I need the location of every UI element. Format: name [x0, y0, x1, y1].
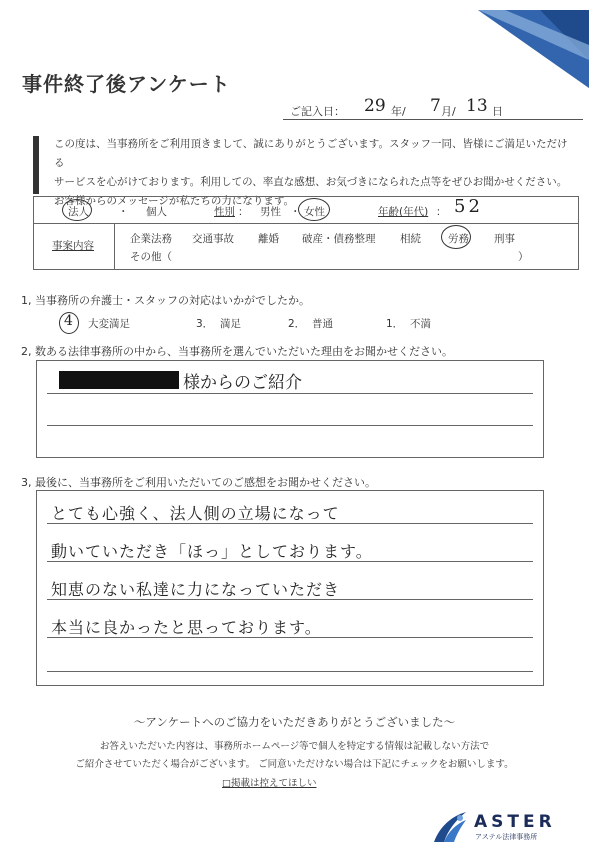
q1-option-3-num: 3．	[196, 318, 214, 330]
logo-name: ASTER	[474, 812, 556, 832]
question-3-answer-line: とても心強く、法人側の立場になって	[51, 504, 340, 523]
date-year: 29	[364, 96, 386, 116]
publication-note: お答えいただいた内容は、事務所ホームページ等で個人を特定する情報は記載しない方法で	[99, 741, 490, 752]
q1-option-4-label: 大変満足	[88, 318, 130, 330]
case-label: 事案内容	[52, 240, 94, 252]
date-month: 7	[430, 96, 441, 116]
female-prefix: ・	[290, 206, 301, 218]
date-day-unit: 日	[492, 105, 503, 118]
intro-line: サービスを心がけております。利用しての、率直な感想、お気づきになられた点等をぜひお聞かせください。	[54, 176, 568, 188]
male-option: 男性	[260, 206, 281, 218]
q1-option-2-num: 2．	[288, 318, 306, 330]
intro-accent-bar	[33, 136, 39, 194]
question-2-answer: 様からのご紹介	[183, 373, 302, 393]
case-type-labor: 労務	[448, 233, 469, 245]
redaction-block	[59, 371, 179, 389]
case-type-other-close: ）	[518, 251, 529, 263]
age-label: 年齢(年代)	[378, 206, 429, 218]
answer-line	[47, 393, 533, 394]
q1-option-3-label: 満足	[220, 318, 241, 330]
labor-circle-mark	[441, 225, 471, 249]
case-type-divorce: 離婚	[258, 233, 279, 245]
age-colon: ：	[436, 206, 447, 218]
question-2-answer-box	[36, 360, 544, 458]
date-year-unit: 年/	[391, 105, 406, 118]
case-type-bankruptcy: 破産・債務整理	[302, 233, 376, 245]
logo-subtitle: アステル法律事務所	[475, 833, 538, 841]
info-row-basic	[34, 197, 578, 224]
date-day: 13	[466, 96, 488, 116]
question-3-answer-line: 知恵のない私達に力になっていただき	[51, 580, 341, 599]
answer-line	[47, 671, 533, 672]
opt-out-checkbox[interactable]: □掲載は控えてほしい	[222, 778, 317, 789]
q1-option-4-num: 4	[64, 313, 73, 329]
publication-note: ご紹介させていただく場合がございます。 ご同意いただけない場合は下記にチェックをお願いします。	[75, 759, 514, 770]
question-2: 2, 数ある法律事務所の中から、当事務所を選んでいただいた理由をお聞かせください。	[21, 345, 453, 358]
date-month-unit: 月/	[441, 105, 456, 118]
female-circle-mark	[298, 198, 330, 221]
age-value: 52	[454, 196, 483, 217]
date-label: ご記入日：	[290, 105, 345, 118]
date-underline	[283, 119, 583, 120]
aster-logo-icon	[430, 808, 470, 844]
option-separator: ・	[118, 206, 129, 218]
thanks-message: ～アンケートへのご協力をいただきありがとうございました～	[133, 715, 456, 729]
question-3-answer-box	[36, 490, 544, 686]
question-3-answer-line: 動いていただき「ほっ」としております。	[51, 542, 373, 561]
intro-line: この度は、当事務所をご利用頂きまして、誠にありがとうございます。スタッフ一同、皆様にご満足いただける	[54, 138, 568, 169]
question-3: 3, 最後に、当事務所をご利用いただいてのご感想をお聞かせください。	[21, 476, 376, 489]
gender-label: 性別	[214, 206, 235, 218]
answer-line	[47, 425, 533, 426]
corp-circle-mark	[62, 199, 92, 221]
corp-option: 法人	[68, 206, 89, 218]
respondent-info-table	[33, 196, 579, 270]
page-title: 事件終了後アンケート	[22, 72, 231, 96]
intro-line: お客様からのメッセージが私たちの力になります。	[54, 195, 295, 207]
female-option: 女性	[304, 206, 325, 218]
question-1-options	[0, 312, 589, 334]
case-type-traffic: 交通事故	[192, 233, 234, 245]
q1-option-2-label: 普通	[312, 318, 333, 330]
info-row-case	[34, 224, 578, 269]
case-type-inheritance: 相続	[400, 233, 421, 245]
case-type-other: その他（	[130, 251, 172, 263]
q1-option-1-num: 1．	[386, 318, 404, 330]
q1-option-1-label: 不満	[410, 318, 431, 330]
case-type-corporate: 企業法務	[130, 233, 172, 245]
individual-option: 個人	[146, 206, 167, 218]
gender-colon: ：	[238, 206, 249, 218]
question-1: 1, 当事務所の弁護士・スタッフの対応はいかがでしたか。	[21, 294, 310, 307]
question-3-answer-line: 本当に良かったと思っております。	[51, 618, 322, 637]
case-type-criminal: 刑事	[494, 233, 515, 245]
